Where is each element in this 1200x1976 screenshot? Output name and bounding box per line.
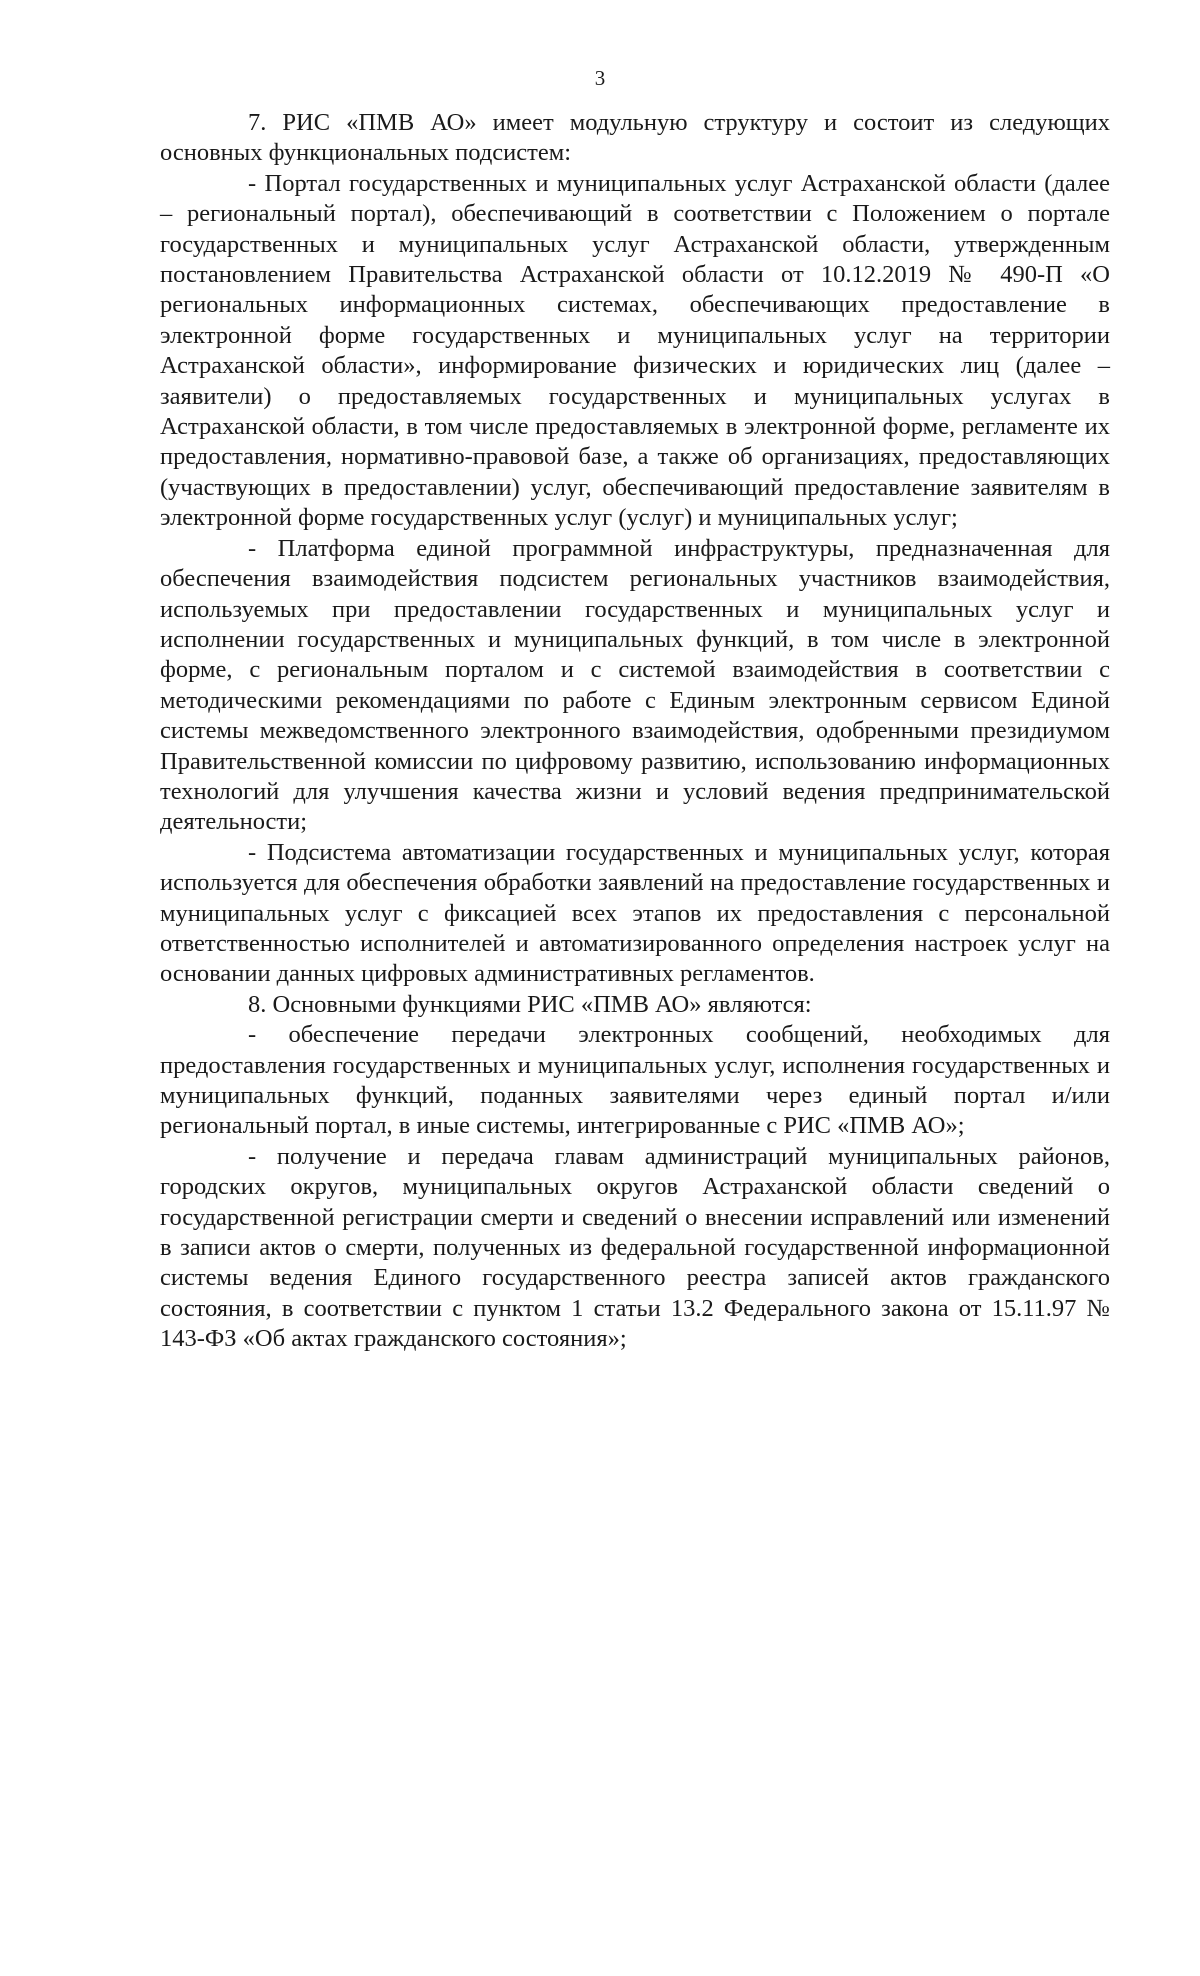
paragraph-section-7: 7. РИС «ПМВ АО» имеет модульную структуру и состоит из следующих основных функциональных подсистем: bbox=[160, 109, 1110, 167]
paragraph-section-8: 8. Основными функциями РИС «ПМВ АО» являются: bbox=[248, 990, 812, 1018]
paragraph-platform: - Платформа единой программной инфраструктуры, предназначенная для обеспечения взаимодействия подсистем региональных участников взаимодействия, используемых при предоставлении государственных и муниципальных услуг и исполнении государственных и муниципальных функций, в том числе в электронной форме, с региональным порталом и с системой взаимодействия в соответствии с методическими рекомендациями по работе с Единым электронным сервисом Единой системы межведомственного электронного взаимодействия, одобренными президиумом Правительственной комиссии по цифровому развитию, использованию информационных технологий для улучшения качества жизни и условий ведения предпринимательской деятельности; bbox=[160, 534, 1110, 836]
page-number: 3 bbox=[594, 66, 606, 90]
document-body bbox=[160, 108, 1110, 1355]
paragraph-message-transfer: - обеспечение передачи электронных сообщений, необходимых для предоставления государственных и муниципальных услуг, исполнения государственных и муниципальных функций, поданных заявителями через единый портал и/или региональный портал, в иные системы, интегрированные с РИС «ПМВ АО»; bbox=[160, 1021, 1110, 1140]
paragraph-regional-portal: - Портал государственных и муниципальных услуг Астраханской области (далее – региональный портал), обеспечивающий в соответствии с Положением о портале государственных и муниципальных услуг Астраханской области, утвержденным постановлением Правительства Астраханской области от 10.12.2019 № 490-П «О региональных информационных системах, обеспечивающих предоставление в электронной форме государственных и муниципальных услуг на территории Астраханской области», информирование физических и юридических лиц (далее – заявители) о предоставляемых государственных и муниципальных услугах в Астраханской области, в том числе предоставляемых в электронной форме, регламенте их предоставления, нормативно-правовой базе, а также об организациях, предоставляющих (участвующих в предоставлении) услуг, обеспечивающий предоставление заявителям в электронной форме государственных услуг (услуг) и муниципальных услуг; bbox=[160, 169, 1110, 532]
paragraph-automation-subsystem: - Подсистема автоматизации государственных и муниципальных услуг, которая используется для обеспечения обработки заявлений на предоставление государственных и муниципальных услуг с фиксацией всех этапов их предоставления с персональной ответственностью исполнителей и автоматизированного определения настроек услуг на основании данных цифровых административных регламентов. bbox=[160, 838, 1110, 988]
paragraph-death-records: - получение и передача главам администраций муниципальных районов, городских округов, муниципальных округов Астраханской области сведений о государственной регистрации смерти и сведений о внесении исправлений или изменений в записи актов о смерти, полученных из федеральной государственной информационной системы ведения Единого государственного реестра записей актов гражданского состояния, в соответствии с пунктом 1 статьи 13.2 Федерального закона от 15.11.97 № 143-ФЗ «Об актах гражданского состояния»; bbox=[160, 1142, 1110, 1353]
